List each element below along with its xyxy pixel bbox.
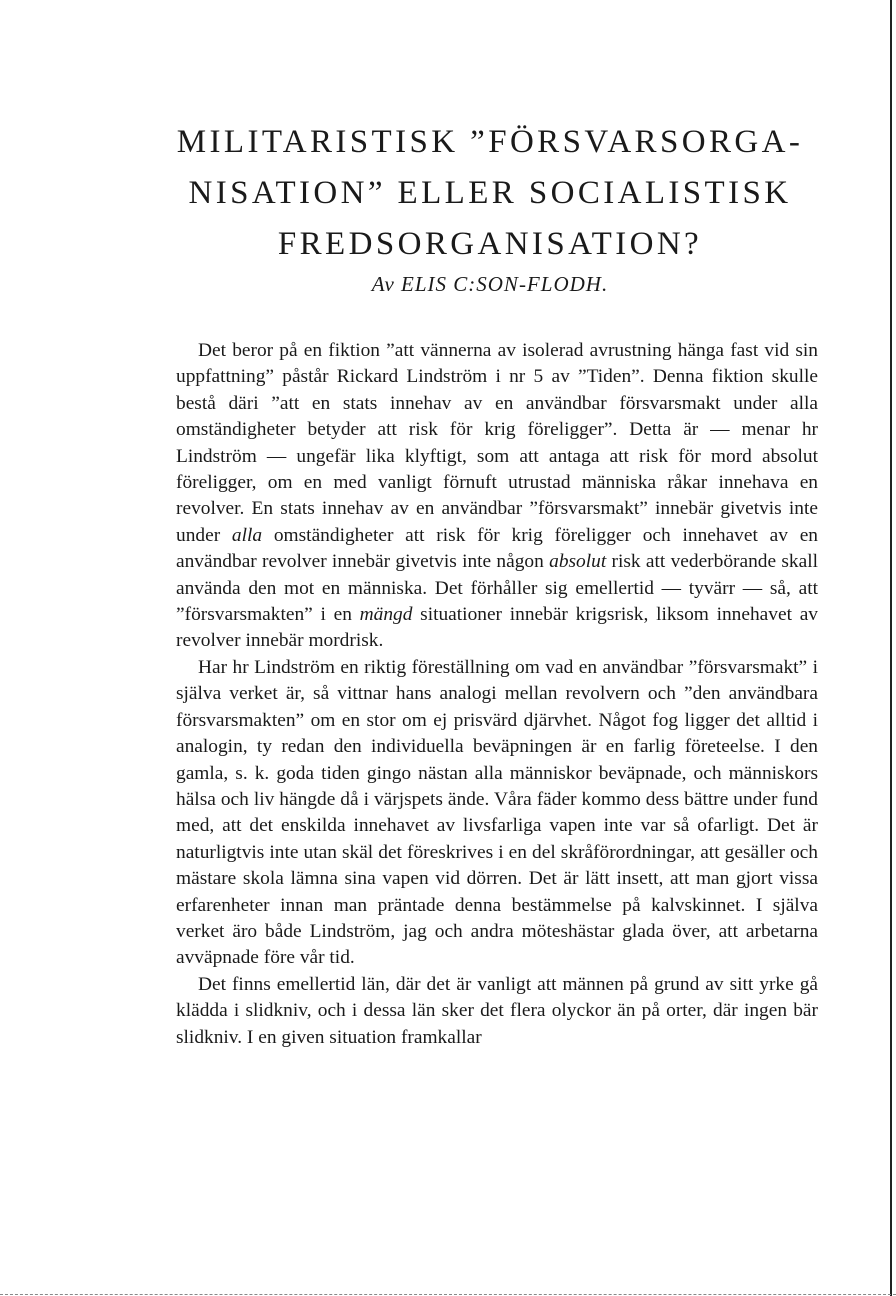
paragraph-2: Har hr Lindström en riktig föreställning om vad en användbar ”försvarsmakt” i själva verket är, så vittnar hans analogi mellan revolvern och ”den användbara försvarsmakten” om en stor om ej prisvärd djärvhet. Något fog ligger det alltid i analogin, ty redan den individuella beväpningen är en farlig företeelse. I den gamla, s. k. goda tiden gingo nästan alla människor beväpnade, och människors hälsa och liv hängde då i värjspets ände. Våra fäder kommo dess bättre under fund med, att det enskilda innehavet av livsfarliga vapen inte var så ofarligt. Det är naturligtvis inte utan skäl det föreskrives i en del skråförordningar, att gesäller och mästare skola lämna sina vapen vid dörren. Det är lätt insett, att man gjort vissa erfarenheter innan man präntade denna bestämmelse på kalvskinnet. I själva verket äro både Lindström, jag och andra möteshästar glada över, att arbetarna avväpnade före vår tid. bbox=[176, 656, 818, 969]
paragraph-1-part-1: Det beror på en fiktion ”att vännerna av isolerad avrustning hänga fast vid sin uppfattning” påstår Rickard Lindström i nr 5 av ”Tiden”. Denna fiktion skulle bestå däri ”att en stats innehav av en användbar försvarsmakt under alla omständigheter betyder att risk för krig föreligger”. Detta är — menar hr Lindström — ungefär lika klyftigt, som att antaga att risk för mord absolut föreligger, om en med vanligt förnuft utrustad människa råkar innehava en revolver. En stats innehav av en användbar ”försvarsmakt” innebär givetvis inte under bbox=[176, 340, 818, 546]
paragraph-3: Det finns emellertid län, där det är vanligt att männen på grund av sitt yrke gå klädda i slidkniv, och i dessa län sker det flera olyckor än på orter, där ingen bär slidkniv. I en given situation framkallar bbox=[176, 973, 818, 1048]
title-line-1: MILITARISTISK ”FÖRSVARSORGA- bbox=[176, 124, 804, 160]
article-title bbox=[150, 117, 830, 270]
paragraph-1-part-3: risk att vederbörande skall använda den mot en människa. Det förhåller sig emellertid — tyvärr — så, att ”försvarsmakten” i en bbox=[176, 551, 819, 626]
emphasis-alla: alla bbox=[231, 524, 263, 546]
page-edge-border bbox=[890, 0, 892, 1296]
paragraph-1-part-4: situationer innebär krigsrisk, liksom innehavet av revolver innebär mordrisk. bbox=[176, 604, 818, 652]
bottom-scan-rule bbox=[0, 1293, 896, 1295]
article-body bbox=[176, 338, 818, 1051]
article-byline: Av ELIS C:SON-FLODH. bbox=[371, 272, 609, 296]
paragraph-1 bbox=[176, 338, 818, 655]
emphasis-absolut: absolut bbox=[549, 551, 607, 573]
emphasis-mangd: mängd bbox=[359, 604, 413, 626]
title-line-2: NISATION” ELLER SOCIALISTISK bbox=[188, 175, 792, 211]
paragraph-1-part-2: omständigheter att risk för krig föreligger och innehavet av en användbar revolver innebär givetvis inte någon bbox=[176, 524, 818, 573]
title-line-3: FREDSORGANISATION? bbox=[277, 226, 703, 262]
